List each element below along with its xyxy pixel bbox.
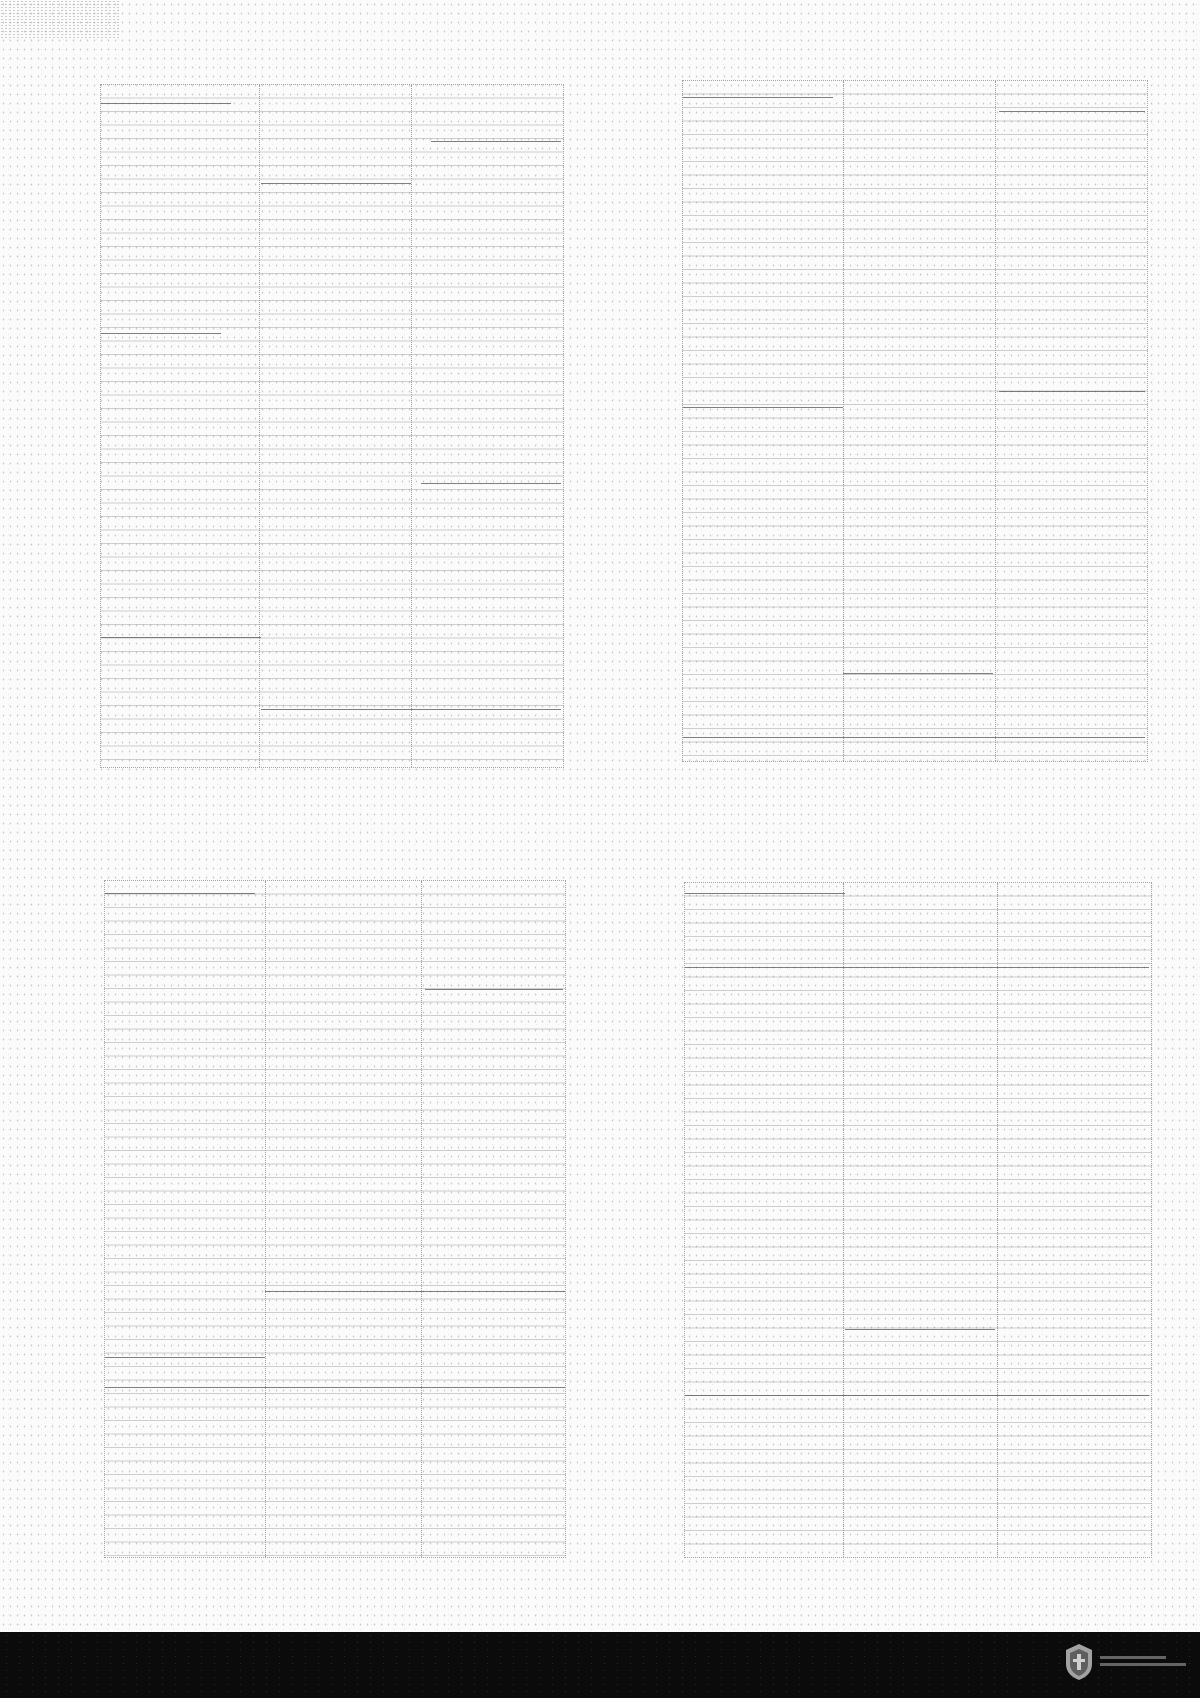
rule-stroke	[101, 103, 231, 104]
ledger-table	[684, 882, 1152, 1558]
rule-stroke	[421, 483, 561, 484]
rule-stroke	[683, 97, 833, 98]
ledger-table	[104, 880, 566, 1558]
rule-stroke	[431, 141, 561, 142]
rule-stroke	[105, 893, 255, 894]
column-divider	[843, 883, 844, 1557]
rule-stroke	[685, 893, 845, 894]
rule-stroke	[425, 989, 563, 990]
ledger-table	[100, 84, 564, 768]
column-divider	[995, 81, 996, 761]
library-logo	[1100, 1652, 1194, 1678]
rule-stroke	[843, 673, 993, 674]
rule-stroke	[105, 1387, 565, 1388]
rule-stroke	[999, 391, 1145, 392]
rule-stroke	[845, 1329, 995, 1330]
rule-stroke	[261, 709, 561, 710]
column-divider	[421, 881, 422, 1557]
rule-stroke	[101, 637, 261, 638]
ledger-table	[682, 80, 1148, 762]
footer-band	[0, 1632, 1200, 1698]
column-divider	[265, 881, 266, 1557]
rule-stroke	[105, 1357, 265, 1358]
scan-noise	[0, 0, 120, 40]
rule-stroke	[999, 111, 1145, 112]
crest-icon	[1062, 1642, 1096, 1682]
column-divider	[843, 81, 844, 761]
column-divider	[411, 85, 412, 767]
rule-stroke	[683, 737, 1145, 738]
rule-stroke	[685, 1395, 1149, 1396]
rule-stroke	[683, 407, 843, 408]
rule-stroke	[261, 183, 411, 184]
column-divider	[259, 85, 260, 767]
rule-stroke	[101, 333, 221, 334]
rule-stroke	[685, 967, 1149, 968]
column-divider	[997, 883, 998, 1557]
rule-stroke	[265, 1291, 565, 1292]
